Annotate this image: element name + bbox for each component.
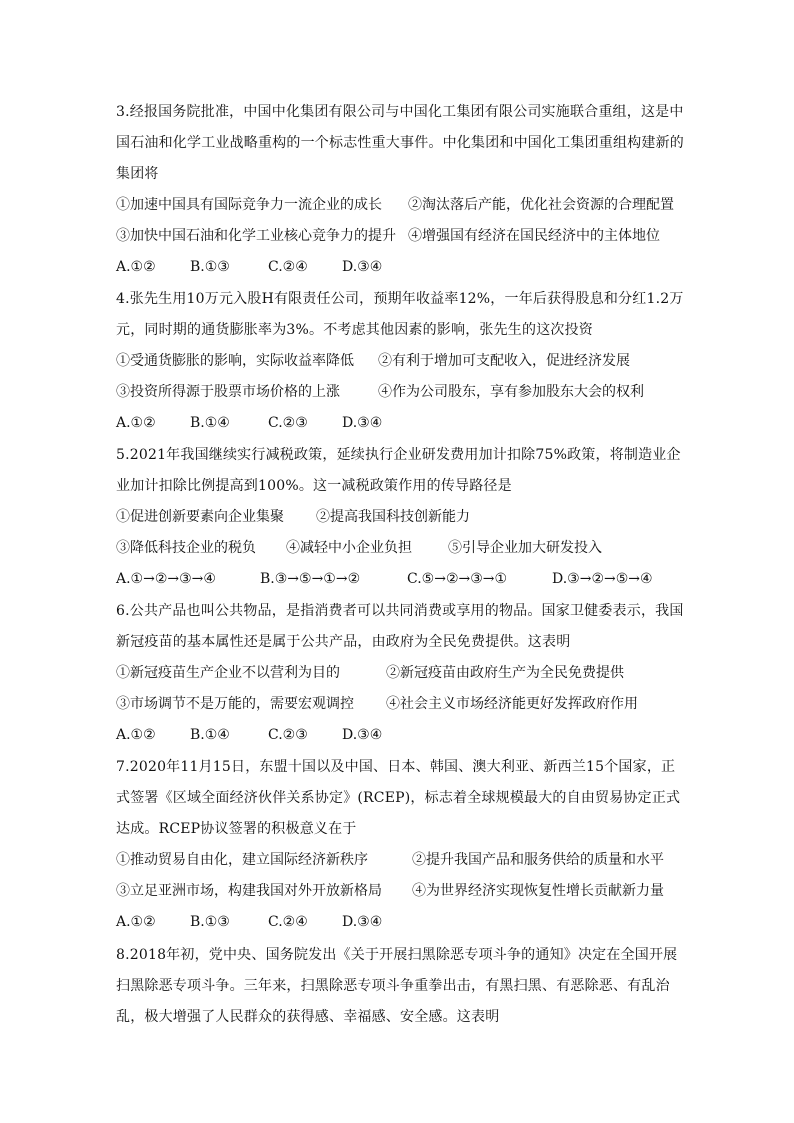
answer-a: A.①② xyxy=(116,914,156,930)
option-1: ①新冠疫苗生产企业不以营利为目的 xyxy=(116,665,340,681)
answer-c: C.②④ xyxy=(268,259,308,275)
option-2: ②新冠疫苗由政府生产为全民免费提供 xyxy=(386,665,624,681)
answer-row xyxy=(116,907,686,938)
question-stem: 4.张先生用10万元入股H有限责任公司，预期年收益率12%，一年后获得股息和分红1.2万元，同时期的通货膨胀率为3%。不考虑其他因素的影响，张先生的这次投资 xyxy=(116,291,684,338)
answer-d: D.③→②→⑤→④ xyxy=(552,571,653,587)
answer-c: C.②④ xyxy=(268,914,308,930)
option-row xyxy=(116,689,686,720)
option-2: ②有利于增加可支配收入，促进经济发展 xyxy=(378,353,630,369)
question-3 xyxy=(116,97,686,283)
question-4 xyxy=(116,284,686,439)
option-3: ③降低科技企业的税负 xyxy=(116,540,256,556)
question-stem: 6.公共产品也叫公共物品，是指消费者可以共同消费或享用的物品。国家卫健委表示，我国新冠疫苗的基本属性还是属于公共产品，由政府为全民免费提供。这表明 xyxy=(116,603,684,650)
option-5: ⑤引导企业加大研发投入 xyxy=(448,540,602,556)
answer-b: B.①③ xyxy=(190,259,230,275)
option-2: ②提升我国产品和服务供给的质量和水平 xyxy=(412,852,664,868)
answer-c: C.②③ xyxy=(268,727,308,743)
option-1: ①受通货膨胀的影响，实际收益率降低 xyxy=(116,353,354,369)
option-1: ①促进创新要素向企业集聚 xyxy=(116,509,284,525)
answer-a: A.①② xyxy=(116,727,156,743)
option-row xyxy=(116,533,686,564)
answer-b: B.①④ xyxy=(190,727,230,743)
question-stem: 8.2018年初，党中央、国务院发出《关于开展扫黑除恶专项斗争的通知》决定在全国开展扫黑除恶专项斗争。三年来，扫黑除恶专项斗争重拳出击，有黑扫黑、有恶除恶、有乱治乱，极大增强了人民群众的获得感、幸福感、安全感。这表明 xyxy=(116,947,678,1025)
option-row xyxy=(116,190,686,221)
question-stem: 5.2021年我国继续实行减税政策，延续执行企业研发费用加计扣除75%政策，将制造业企业加计扣除比例提高到100%。这一减税政策作用的传导路径是 xyxy=(116,447,681,494)
option-row xyxy=(116,502,686,533)
option-row xyxy=(116,876,686,907)
question-7 xyxy=(116,752,686,938)
option-1: ①加速中国具有国际竞争力一流企业的成长 xyxy=(116,197,382,213)
answer-row xyxy=(116,720,686,751)
option-2: ②提高我国科技创新能力 xyxy=(316,509,470,525)
option-row xyxy=(116,221,686,252)
option-2: ②淘汰落后产能，优化社会资源的合理配置 xyxy=(408,197,674,213)
answer-c: C.②③ xyxy=(268,415,308,431)
option-4: ④减轻中小企业负担 xyxy=(286,540,412,556)
option-row xyxy=(116,845,686,876)
question-8 xyxy=(116,940,686,1033)
answer-d: D.③④ xyxy=(342,727,383,743)
answer-a: A.①② xyxy=(116,259,156,275)
option-3: ③投资所得源于股票市场价格的上涨 xyxy=(116,384,340,400)
option-4: ④为世界经济实现恢复性增长贡献新力量 xyxy=(412,883,664,899)
answer-b: B.③→⑤→①→② xyxy=(260,571,361,587)
option-4: ④增强国有经济在国民经济中的主体地位 xyxy=(408,228,660,244)
answer-a: A.①→②→③→④ xyxy=(116,571,216,587)
question-stem: 3.经报国务院批准，中国中化集团有限公司与中国化工集团有限公司实施联合重组，这是中国石油和化学工业战略重构的一个标志性重大事件。中化集团和中国化工集团重组构建新的集团将 xyxy=(116,104,684,182)
answer-a: A.①② xyxy=(116,415,156,431)
option-row xyxy=(116,377,686,408)
answer-c: C.⑤→②→③→① xyxy=(407,571,508,587)
question-5 xyxy=(116,440,686,595)
answer-d: D.③④ xyxy=(342,259,383,275)
option-4: ④作为公司股东，享有参加股东大会的权利 xyxy=(378,384,644,400)
answer-row xyxy=(116,564,686,595)
option-4: ④社会主义市场经济能更好发挥政府作用 xyxy=(386,696,638,712)
answer-b: B.①④ xyxy=(190,415,230,431)
option-row xyxy=(116,346,686,377)
option-row xyxy=(116,658,686,689)
answer-b: B.①③ xyxy=(190,914,230,930)
option-3: ③立足亚洲市场，构建我国对外开放新格局 xyxy=(116,883,382,899)
question-6 xyxy=(116,596,686,751)
question-stem: 7.2020年11月15日，东盟十国以及中国、日本、韩国、澳大利亚、新西兰15个国家，正式签署《区域全面经济伙伴关系协定》(RCEP)，标志着全球规模最大的自由贸易协定正式达成。RCEP协议签署的积极意义在于 xyxy=(116,759,681,837)
answer-row xyxy=(116,408,686,439)
answer-d: D.③④ xyxy=(342,415,383,431)
option-3: ③加快中国石油和化学工业核心竞争力的提升 xyxy=(116,228,396,244)
option-1: ①推动贸易自由化，建立国际经济新秩序 xyxy=(116,852,368,868)
answer-row xyxy=(116,252,686,283)
option-3: ③市场调节不是万能的，需要宏观调控 xyxy=(116,696,354,712)
answer-d: D.③④ xyxy=(342,914,383,930)
